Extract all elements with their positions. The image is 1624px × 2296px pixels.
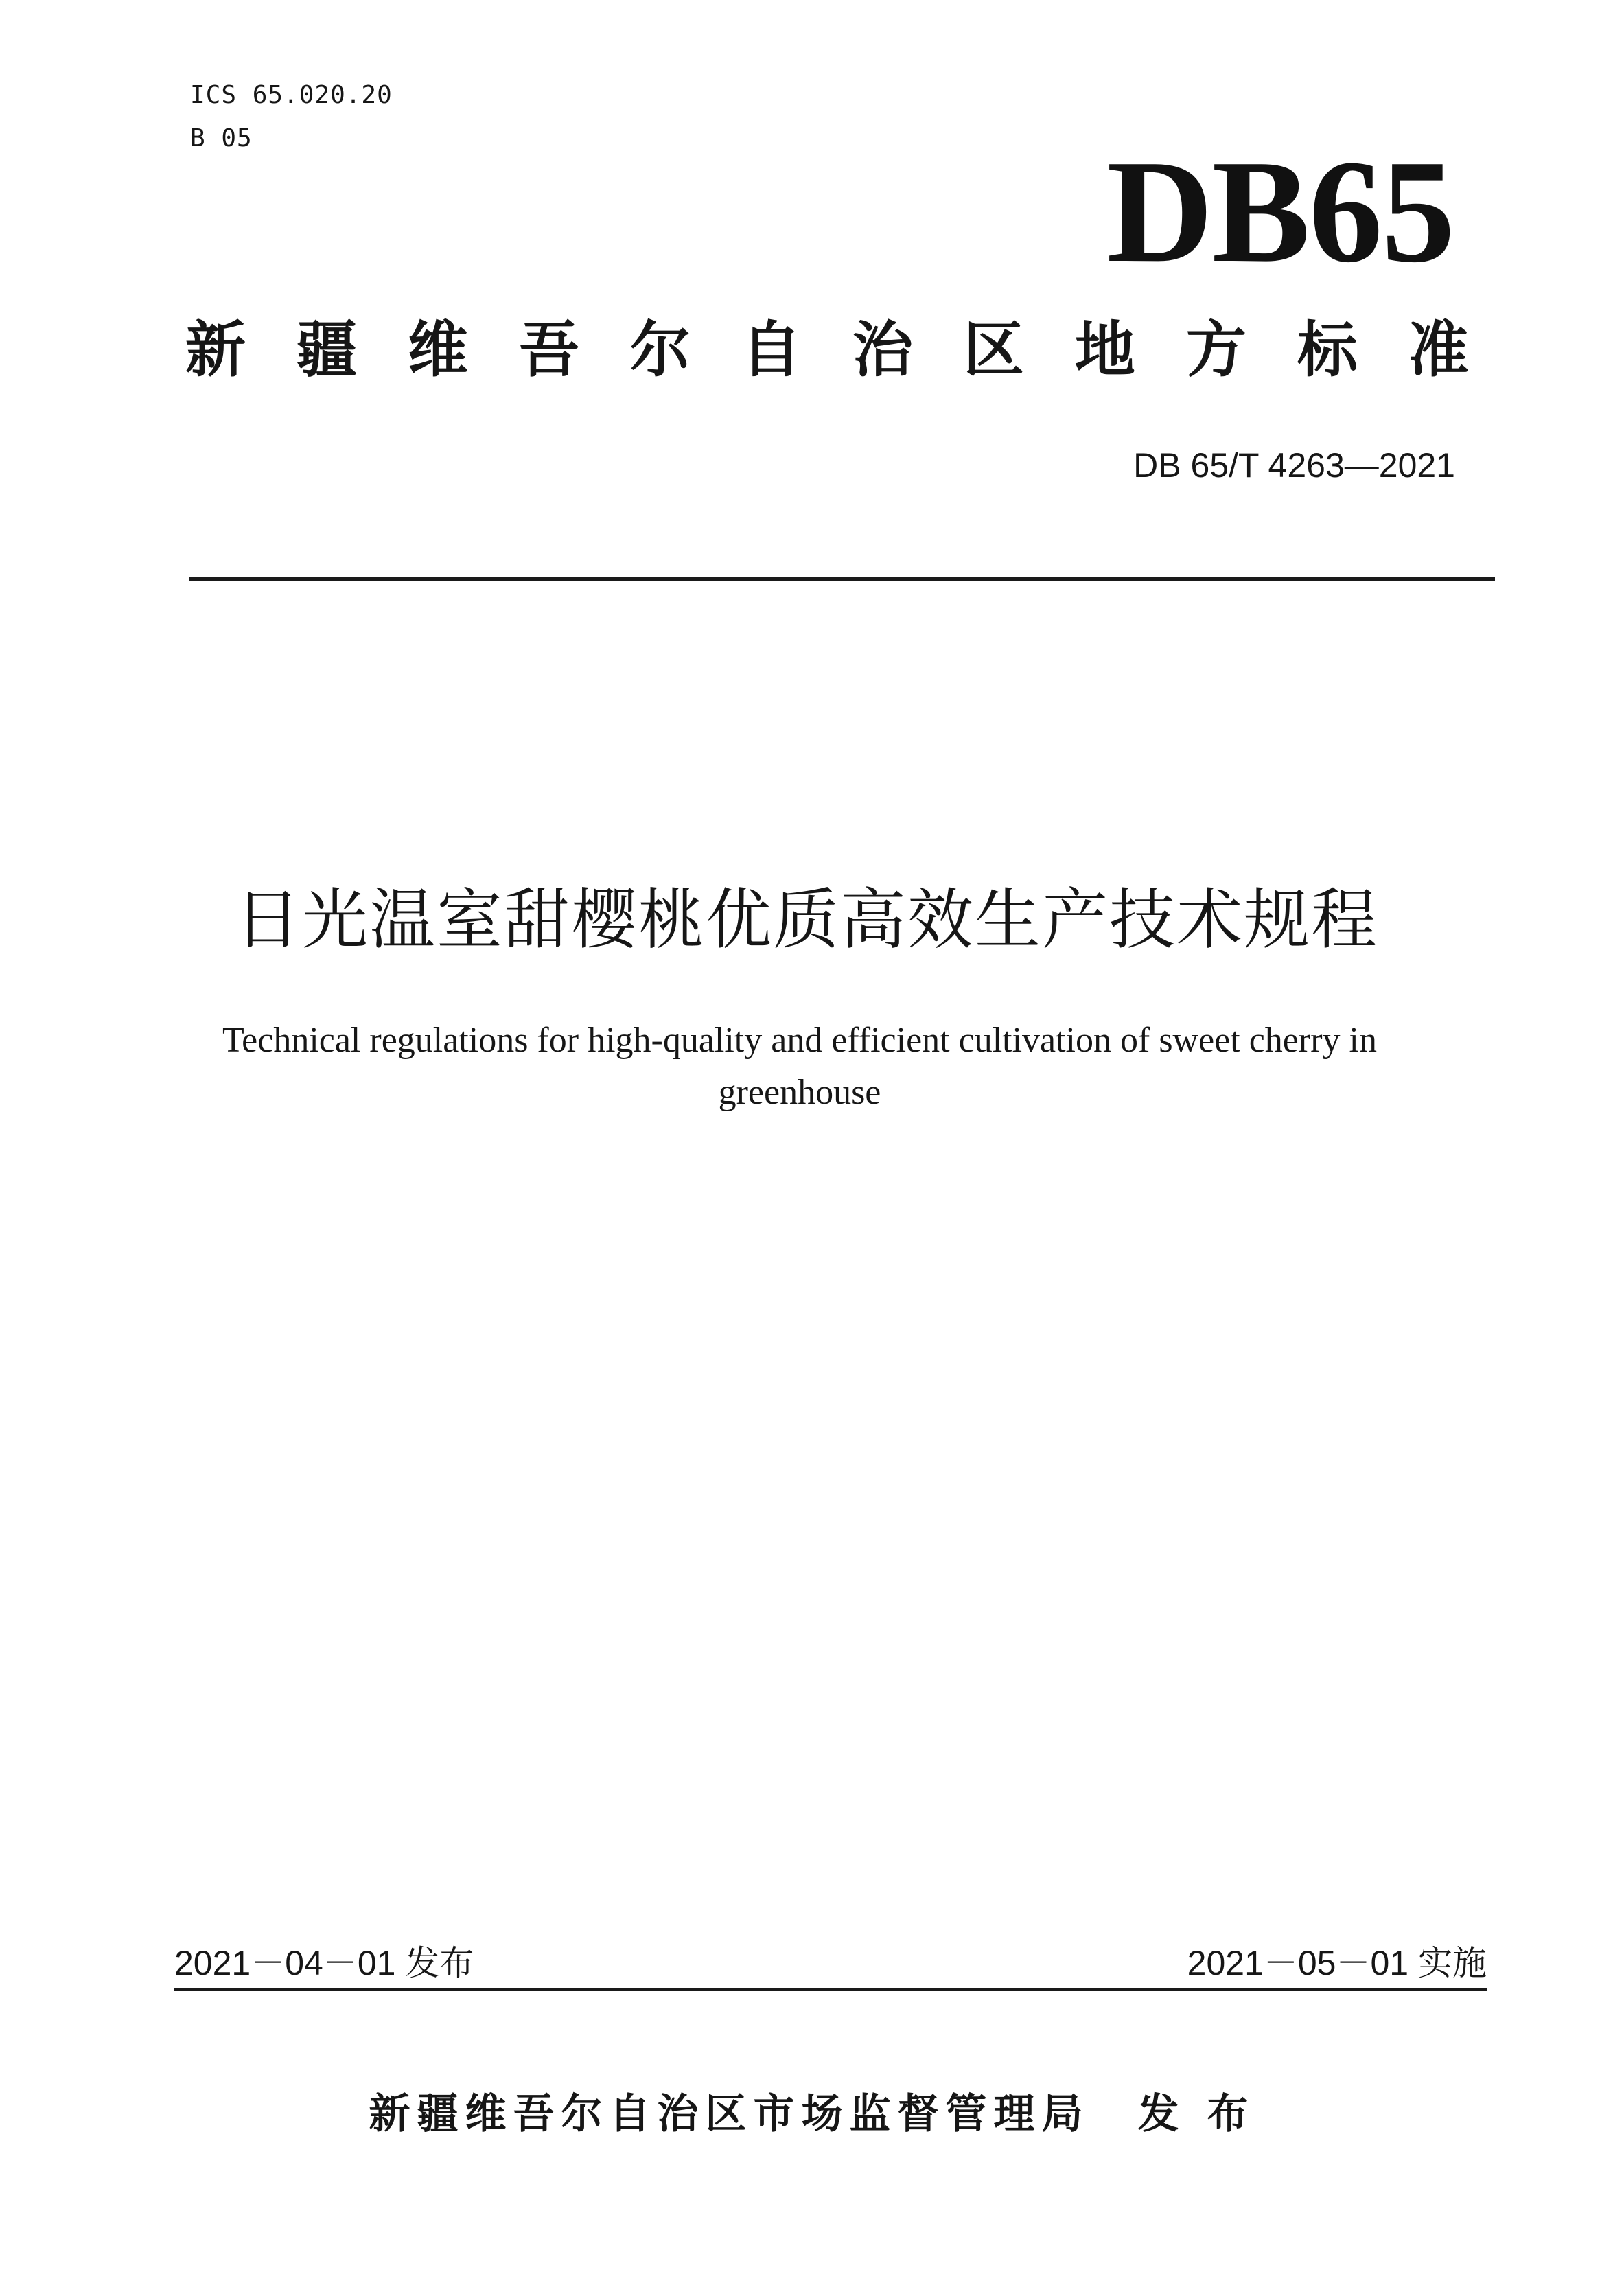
standard-type-char: 疆 (296, 314, 357, 385)
issuer-name: 新疆维吾尔自治区市场监督管理局 (369, 2090, 1090, 2138)
standard-type-char: 方 (1185, 314, 1246, 385)
ics-code: ICS 65.020.20 (190, 81, 393, 109)
standard-type-char: 治 (852, 314, 913, 385)
standard-type-char: 准 (1408, 314, 1469, 385)
publish-label: 发 布 (1137, 2090, 1255, 2138)
standard-number: DB 65/T 4263—2021 (1133, 446, 1455, 485)
footer-divider (174, 1988, 1487, 1991)
standard-type-heading (185, 312, 1469, 388)
standard-type-char: 地 (1074, 314, 1135, 385)
chinese-title: 日光温室甜樱桃优质高效生产技术规程 (235, 881, 1378, 958)
implementation-date: 2021－05－01 实施 (1187, 1944, 1487, 1982)
standard-type-char: 标 (1297, 314, 1358, 385)
standard-type-char: 尔 (629, 314, 691, 385)
standard-type-char: 区 (963, 314, 1024, 385)
standard-logo: DB65 (1106, 129, 1454, 293)
header-divider (189, 577, 1495, 581)
standard-type-char: 新 (185, 314, 246, 385)
ccs-code: B 05 (190, 124, 253, 152)
standard-type-char: 维 (407, 314, 468, 385)
english-title: Technical regulations for high-quality and efficient cultivation of sweet cherry in greenhouse (222, 1021, 1377, 1112)
standard-type-char: 吾 (518, 314, 579, 385)
issuer-line (0, 2087, 1624, 2142)
standard-type-char: 自 (741, 314, 802, 385)
issue-date: 2021－04－01 发布 (174, 1944, 474, 1982)
